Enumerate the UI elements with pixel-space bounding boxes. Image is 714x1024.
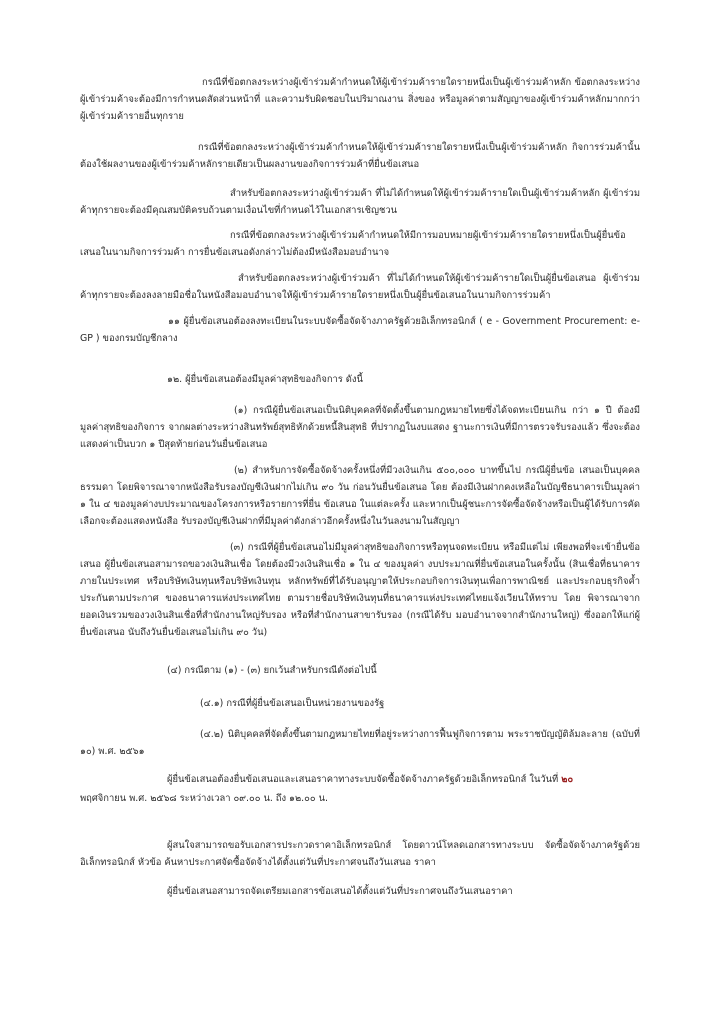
clause-12-heading [167,371,637,388]
paragraph-power-of-attorney [80,270,640,304]
clause-12-1 [80,402,640,453]
submission-day: ๒๐ [561,774,574,785]
paragraph-text: ๑๑ ผู้ยื่นข้อเสนอต้องลงทะเบียนในระบบจัดซื้อจัดจ้างภาครัฐด้วยอิเล็กทรอนิกส์ ( e - Government Procurement: e-GP ) ของกรมบัญชีกลาง [80,316,640,344]
paragraph-text: กรณีที่ข้อตกลงระหว่างผู้เข้าร่วมค้ากำหนดให้มีการมอบหมายผู้เข้าร่วมค้ารายใดรายหนึ่งเป็นผู้ยื่นข้อเสนอในนามกิจการร่วมค้า การยื่นข้อเสนอดังกล่าวไม่ต้องมีหนังสือมอบอำนาจ [80,230,626,258]
paragraph-assigned-bidder [80,227,640,261]
clause-12-4-2 [80,726,640,760]
paragraph-text: (๔.๑) กรณีที่ผู้ยื่นข้อเสนอเป็นหน่วยงานของรัฐ [200,698,385,709]
paragraph-text: (๔.๒) นิติบุคคลที่จัดตั้งขึ้นตามกฎหมายไทยที่อยู่ระหว่างการฟื้นฟูกิจการตาม พระราชบัญญัติล้มละลาย (ฉบับที่ ๑๐) พ.ศ. ๒๕๖๑ [80,729,640,757]
paragraph-text: สำหรับข้อตกลงระหว่างผู้เข้าร่วมค้า ที่ไม่ได้กำหนดให้ผู้เข้าร่วมค้ารายใดเป็นผู้ยื่นข้อเสนอ ผู้เข้าร่วมค้าทุกรายจะต้องลงลายมือชื่อในหนังสือมอบอำนาจให้ผู้เข้าร่วมค้ารายใดรายหนึ่งเป็นผู้ยื่นข้อเสนอในนามกิจการร่วมค้า [80,273,640,301]
submission-text: ผู้ยื่นข้อเสนอต้องยื่นข้อเสนอและเสนอราคาทางระบบจัดซื้อจัดจ้างภาครัฐด้วยอิเล็กทรอนิกส์ ในวันที่ [167,774,559,785]
paragraph-lead-partner-agreement [80,74,640,125]
paragraph-text: ๑๒. ผู้ยื่นข้อเสนอต้องมีมูลค่าสุทธิของกิจการ ดังนี้ [167,374,363,385]
paragraph-prepare-documents [167,883,637,900]
clause-11-egp-registration [80,313,640,347]
submission-date-line-2 [80,790,640,807]
paragraph-text: ผู้สนใจสามารถขอรับเอกสารประกวดราคาอิเล็กทรอนิกส์ โดยดาวน์โหลดเอกสารทางระบบ จัดซื้อจัดจ้างภาครัฐด้วยอิเล็กทรอนิกส์ หัวข้อ ค้นหาประกาศจัดซื้อจัดจ้างได้ตั้งแต่วันที่ประกาศจนถึงวันเสนอ ราคา [80,840,640,868]
clause-12-2 [80,462,640,530]
paragraph-text: กรณีที่ข้อตกลงระหว่างผู้เข้าร่วมค้ากำหนดให้ผู้เข้าร่วมค้ารายใดรายหนึ่งเป็นผู้เข้าร่วมค้าหลัก ข้อตกลงระหว่างผู้เข้าร่วมค้าจะต้องมีการกำหนดสัดส่วนหน้าที่ และความรับผิดชอบในปริมาณงาน สิ่งของ หรือมูลค่าตามสัญญาของผู้เข้าร่วมค้าหลักมากกว่าผู้เข้าร่วมค้ารายอื่นทุกราย [80,77,640,122]
paragraph-text: (๑) กรณีผู้ยื่นข้อเสนอเป็นนิติบุคคลที่จัดตั้งขึ้นตามกฎหมายไทยซึ่งได้จดทะเบียนเกิน กว่า ๑ ปี ต้องมีมูลค่าสุทธิของกิจการ จากผลต่างระหว่างสินทรัพย์สุทธิหักด้วยหนี้สินสุทธิ ที่ปรากฏในงบแสดง ฐานะการเงินที่มีการตรวจรับรองแล้ว ซึ่งจะต้องแสดงค่าเป็นบวก ๑ ปีสุดท้ายก่อนวันยื่นข้อเสนอ [80,405,640,450]
submission-time: พฤศจิกายน พ.ศ. ๒๕๖๘ ระหว่างเวลา ๐๙.๐๐ น. ถึง ๑๒.๐๐ น. [80,793,328,804]
paragraph-text: สำหรับข้อตกลงระหว่างผู้เข้าร่วมค้า ที่ไม่ได้กำหนดให้ผู้เข้าร่วมค้ารายใดเป็นผู้เข้าร่วมค้าหลัก ผู้เข้าร่วมค้าทุกรายจะต้องมีคุณสมบัติครบถ้วนตามเงื่อนไขที่กำหนดไว้ในเอกสารเชิญชวน [80,188,640,216]
clause-12-4 [167,662,637,679]
paragraph-lead-partner-portfolio [80,139,640,173]
paragraph-text: (๔) กรณีตาม (๑) - (๓) ยกเว้นสำหรับกรณีดังต่อไปนี้ [167,665,377,676]
clause-12-3 [80,539,640,641]
paragraph-text: (๓) กรณีที่ผู้ยื่นข้อเสนอไม่มีมูลค่าสุทธิของกิจการหรือทุนจดทะเบียน หรือมีแต่ไม่ เพียงพอที่จะเข้ายื่นข้อเสนอ ผู้ยื่นข้อเสนอสามารถขอวงเงินสินเชื่อ โดยต้องมีวงเงินสินเชื่อ ๑ ใน ๔ ของมูลค่า งบประมาณที่ยื่นข้อเสนอในครั้งนั้น (สินเชื่อที่ธนาคารภายในประเทศ หรือบริษัทเงินทุนหรือบริษัทเงินทุน หลักทรัพย์ที่ได้รับอนุญาตให้ประกอบกิจการเงินทุนเพื่อการพาณิชย์ และประกอบธุรกิจค้ำประกันตามประกาศ ของธนาคารแห่งประเทศไทย ตามรายชื่อบริษัทเงินทุนที่ธนาคารแห่งประเทศไทยแจ้งเวียนให้ทราบ โดย พิจารณาจากยอดเงินรวมของวงเงินสินเชื่อที่สำนักงานใหญ่รับรอง หรือที่สำนักงานสาขารับรอง (กรณีได้รับ มอบอำนาจจากสำนักงานใหญ่) ซึ่งออกให้แก่ผู้ยื่นข้อเสนอ นับถึงวันยื่นข้อเสนอไม่เกิน ๙๐ วัน) [80,542,640,638]
submission-date-line-1 [167,771,647,788]
paragraph-text: (๒) สำหรับการจัดซื้อจัดจ้างครั้งหนึ่งที่มีวงเงินเกิน ๕๐๐,๐๐๐ บาทขึ้นไป กรณีผู้ยื่นข้อ เสนอเป็นบุคคลธรรมดา โดยพิจารณาจากหนังสือรับรองบัญชีเงินฝากไม่เกิน ๙๐ วัน ก่อนวันยื่นข้อเสนอ โดย ต้องมีเงินฝากคงเหลือในบัญชีธนาคารเป็นมูลค่า ๑ ใน ๔ ของมูลค่างบประมาณของโครงการหรือรายการที่ยื่น ข้อเสนอ ในแต่ละครั้ง และหากเป็นผู้ชนะการจัดซื้อจัดจ้างหรือเป็นผู้ได้รับการคัดเลือกจะต้องแสดงหนังสือ รับรองบัญชีเงินฝากที่มีมูลค่าดังกล่าวอีกครั้งหนึ่งในวันลงนามในสัญญา [80,465,640,527]
paragraph-text: กรณีที่ข้อตกลงระหว่างผู้เข้าร่วมค้ากำหนดให้ผู้เข้าร่วมค้ารายใดรายหนึ่งเป็นผู้เข้าร่วมค้าหลัก กิจการร่วมค้านั้นต้องใช้ผลงานของผู้เข้าร่วมค้าหลักรายเดียวเป็นผลงานของกิจการร่วมค้าที่ยื่นข้อเสนอ [80,142,640,170]
clause-12-4-1 [200,695,640,712]
paragraph-text: ผู้ยื่นข้อเสนอสามารถจัดเตรียมเอกสารข้อเสนอได้ตั้งแต่วันที่ประกาศจนถึงวันเสนอราคา [167,886,513,897]
paragraph-no-lead-partner [80,185,640,219]
paragraph-document-download [80,837,640,871]
